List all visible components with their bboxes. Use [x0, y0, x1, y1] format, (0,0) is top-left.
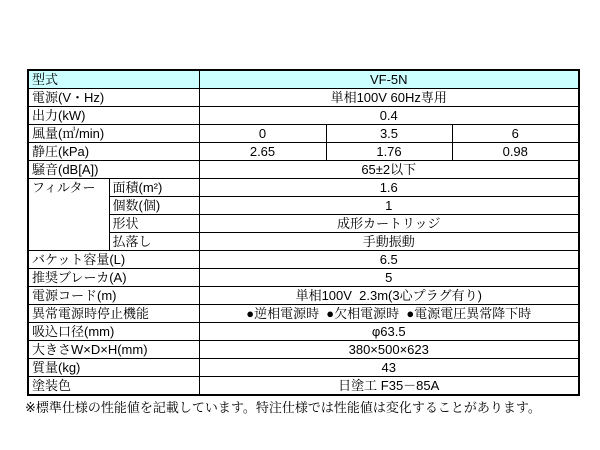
row-output	[28, 107, 579, 125]
static-pressure-value-2: 1.76	[326, 143, 452, 161]
static-pressure-value-1: 2.65	[199, 143, 326, 161]
model-value: VF-5N	[199, 70, 579, 89]
row-airflow	[28, 125, 579, 143]
row-power	[28, 89, 579, 107]
row-abnormal-power-stop	[28, 305, 579, 323]
dimensions-label: 大きさW×D×H(mm)	[28, 341, 199, 359]
airflow-label: 風量(㎥/min)	[28, 125, 199, 143]
power-cord-label: 電源コード(m)	[28, 287, 199, 305]
row-bucket-capacity	[28, 251, 579, 269]
output-label: 出力(kW)	[28, 107, 199, 125]
static-pressure-label: 静圧(kPa)	[28, 143, 199, 161]
spec-table	[27, 69, 580, 396]
row-filter-shape	[28, 215, 579, 233]
filter-shape-value: 成形カートリッジ	[199, 215, 579, 233]
row-filter-shake-off	[28, 233, 579, 251]
inlet-diameter-value: φ63.5	[199, 323, 579, 341]
row-noise	[28, 161, 579, 179]
power-value: 単相100V 60Hz専用	[199, 89, 579, 107]
model-label: 型式	[28, 70, 199, 89]
recommended-breaker-label: 推奨ブレーカ(A)	[28, 269, 199, 287]
row-model	[28, 70, 579, 89]
paint-color-label: 塗装色	[28, 377, 199, 396]
row-weight	[28, 359, 579, 377]
power-cord-value: 単相100V 2.3m(3心プラグ有り)	[199, 287, 579, 305]
row-dimensions	[28, 341, 579, 359]
filter-shape-label: 形状	[109, 215, 199, 233]
row-power-cord	[28, 287, 579, 305]
bucket-capacity-label: バケット容量(L)	[28, 251, 199, 269]
filter-label: フィルター	[28, 179, 109, 251]
abnormal-power-stop-value: ●逆相電源時 ●欠相電源時 ●電源電圧異常降下時	[199, 305, 579, 323]
abnormal-power-stop-label: 異常電源時停止機能	[28, 305, 199, 323]
filter-shake-off-value: 手動振動	[199, 233, 579, 251]
paint-color-value: 日塗工 F35－85A	[199, 377, 579, 396]
row-filter-count	[28, 197, 579, 215]
filter-area-value: 1.6	[199, 179, 579, 197]
noise-value: 65±2以下	[199, 161, 579, 179]
filter-area-label: 面積(m²)	[109, 179, 199, 197]
filter-shake-off-label: 払落し	[109, 233, 199, 251]
row-paint-color	[28, 377, 579, 396]
footnote: ※標準仕様の性能値を記載しています。特注仕様では性能値は変化することがあります。	[25, 400, 541, 415]
static-pressure-value-3: 0.98	[452, 143, 579, 161]
output-value: 0.4	[199, 107, 579, 125]
airflow-value-2: 3.5	[326, 125, 452, 143]
weight-label: 質量(kg)	[28, 359, 199, 377]
inlet-diameter-label: 吸込口径(mm)	[28, 323, 199, 341]
filter-count-label: 個数(個)	[109, 197, 199, 215]
weight-value: 43	[199, 359, 579, 377]
recommended-breaker-value: 5	[199, 269, 579, 287]
filter-count-value: 1	[199, 197, 579, 215]
airflow-value-3: 6	[452, 125, 579, 143]
airflow-value-1: 0	[199, 125, 326, 143]
row-recommended-breaker	[28, 269, 579, 287]
row-filter-area	[28, 179, 579, 197]
power-label: 電源(V・Hz)	[28, 89, 199, 107]
bucket-capacity-value: 6.5	[199, 251, 579, 269]
noise-label: 騒音(dB[A])	[28, 161, 199, 179]
row-static-pressure	[28, 143, 579, 161]
dimensions-value: 380×500×623	[199, 341, 579, 359]
row-inlet-diameter	[28, 323, 579, 341]
